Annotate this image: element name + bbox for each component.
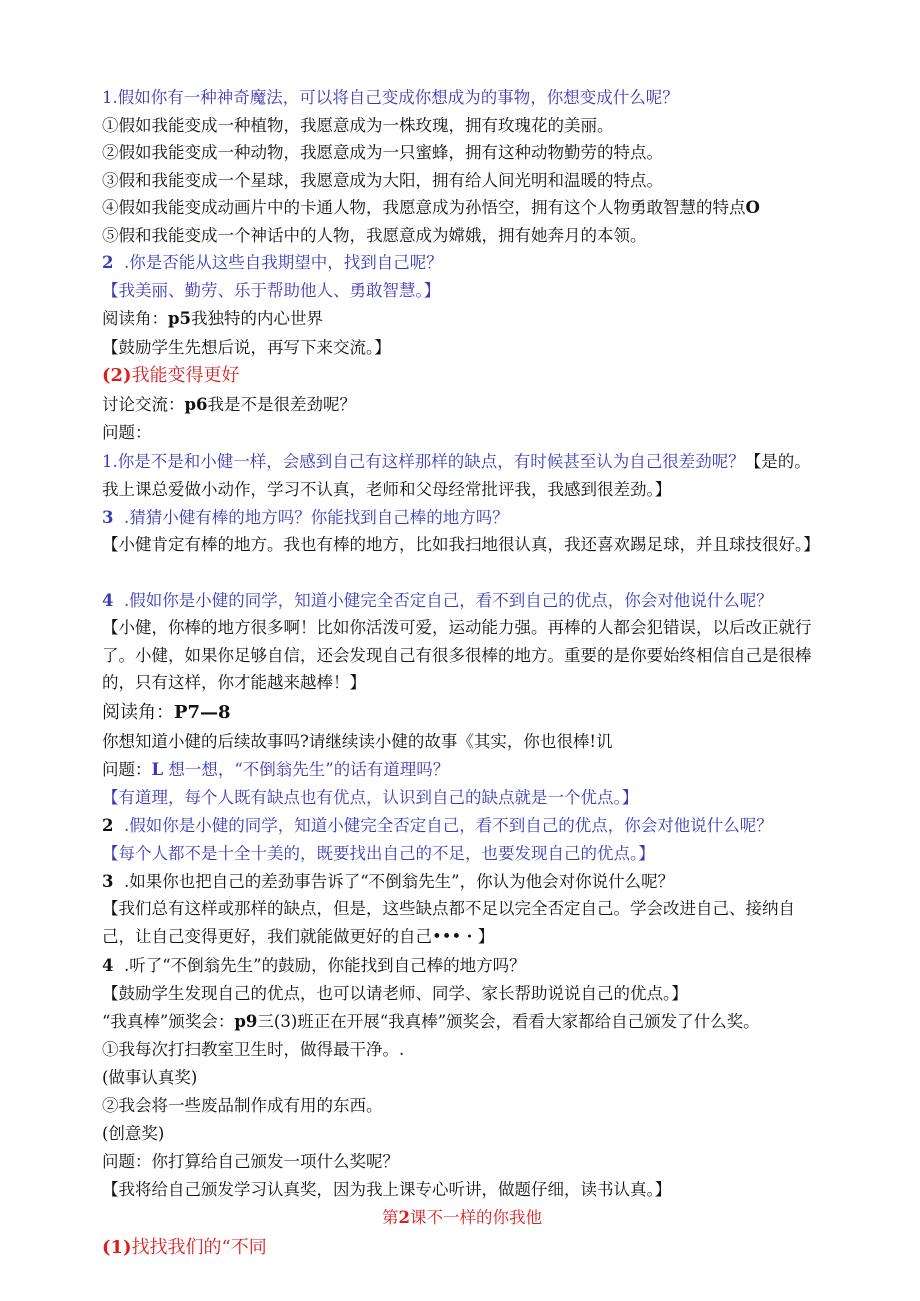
lesson-2-title: 第2课不一样的你我他: [382, 1208, 542, 1227]
reading-corner-p7-8: 阅读角：P7—8: [102, 702, 231, 723]
p6-question-4-answer: 【小健，你棒的地方很多啊！比如你活泼可爱，运动能力强。再棒的人都会犯错误，以后改正就行了。小健，如果你足够自信，还会发现自己有很多很棒的地方。重要的是你要始终相信自己是很棒的，只有这样，你才能越来越棒！】: [102, 618, 812, 692]
reading-question-1: 问题：L 想一想，“不倒翁先生”的话有道理吗？: [102, 760, 450, 779]
award-answer: 【我将给自己颁发学习认真奖，因为我上课专心听讲，做题仔细，读书认真。】: [102, 1180, 672, 1199]
question-label: 问题：: [102, 423, 152, 442]
reading-question-4-answer: 【鼓励学生发现自己的优点，也可以请老师、同学、家长帮助说说自己的优点。】: [102, 984, 688, 1003]
reading-question-3-answer: 【我们总有这样或那样的缺点，但是，这些缺点都不足以完全否定自己。学会改进自己、接纳自己，让自己变得更好，我们就能做更好的自己•••・】: [102, 899, 795, 946]
award-item-2: ②我会将一些废品制作成有用的东西。: [102, 1096, 383, 1115]
award-ceremony: “我真棒”颁奖会：p9三(3)班正在开展“我真棒”颁奖会，看看大家都给自己颁发了什么奖。: [102, 1012, 760, 1031]
question-2-answer: 【我美丽、勤劳、乐于帮助他人、勇敢智慧。】: [102, 281, 441, 300]
answer-5: ⑤假和我能变成一个神话中的人物，我愿意成为嫦娥，拥有她奔月的本领。: [102, 226, 647, 245]
answer-4: ④假如我能变成动画片中的卡通人物，我愿意成为孙悟空，拥有这个人物勇敢智慧的特点O: [102, 198, 760, 217]
reading-question-1-answer: 【有道理，每个人既有缺点也有优点，认识到自己的缺点就是一个优点。】: [102, 788, 639, 807]
award-item-1-name: (做事认真奖): [102, 1068, 198, 1087]
discussion-p6: 讨论交流：p6我是不是很差劲呢？: [102, 395, 357, 414]
answer-2: ②假如我能变成一种动物，我愿意成为一只蜜蜂，拥有这种动物勤劳的特点。: [102, 143, 663, 162]
reading-corner-intro: 你想知道小健的后续故事吗?请继续读小健的故事《其实，你也很棒!讥: [102, 732, 613, 751]
question-2: 2 .你是否能从这些自我期望中，找到自己呢？: [102, 253, 443, 272]
section-2-heading: (2)我能变得更好: [102, 365, 240, 386]
reading-question-2-answer: 【每个人都不是十全十美的，既要找出自己的不足，也要发现自己的优点。】: [102, 844, 655, 863]
answer-1: ①假如我能变成一种植物，我愿意成为一株玫瑰，拥有玫瑰花的美丽。: [102, 116, 614, 135]
award-item-1: ①我每次打扫教室卫生时，做得最干净。.: [102, 1040, 405, 1059]
section-2-1-heading: (1)找找我们的“不同: [102, 1237, 267, 1258]
reading-question-3: 3 .如果你也把自己的差劲事告诉了“不倒翁先生”，你认为他会对你说什么呢？: [102, 872, 675, 891]
award-question: 问题：你打算给自己颁发一项什么奖呢？: [102, 1152, 399, 1171]
p6-question-4: 4 .假如你是小健的同学，知道小健完全否定自己，看不到自己的优点，你会对他说什么呢？: [102, 591, 773, 610]
p6-question-1: 1.你是不是和小健一样，会感到自己有这样那样的缺点，有时候甚至认为自己很差劲呢？【是的。我上课总爱做小动作，学习不认真，老师和父母经常批评我，我感到很差劲。】: [102, 452, 811, 499]
reading-corner-p5-answer: 【鼓励学生先想后说，再写下来交流。】: [102, 338, 391, 357]
award-item-2-name: (创意奖): [102, 1124, 165, 1143]
p6-question-3-answer: 【小健肯定有棒的地方。我也有棒的地方，比如我扫地很认真，我还喜欢踢足球，并且球技很好。】: [102, 535, 820, 554]
answer-3: ③假和我能变成一个星球，我愿意成为大阳，拥有给人间光明和温暖的特点。: [102, 171, 663, 190]
question-1: 1.假如你有一种神奇魔法，可以将自己变成你想成为的事物，你想变成什么呢？: [102, 88, 679, 107]
reading-corner-p5: 阅读角：p5我独特的内心世界: [102, 309, 324, 328]
reading-question-2: 2 .假如你是小健的同学，知道小健完全否定自己，看不到自己的优点，你会对他说什么呢？: [102, 816, 773, 835]
p6-question-3: 3 .猜猜小健有棒的地方吗？你能找到自己棒的地方吗？: [102, 508, 509, 527]
reading-question-4: 4 .听了“不倒翁先生”的鼓励，你能找到自己棒的地方吗？: [102, 956, 526, 975]
